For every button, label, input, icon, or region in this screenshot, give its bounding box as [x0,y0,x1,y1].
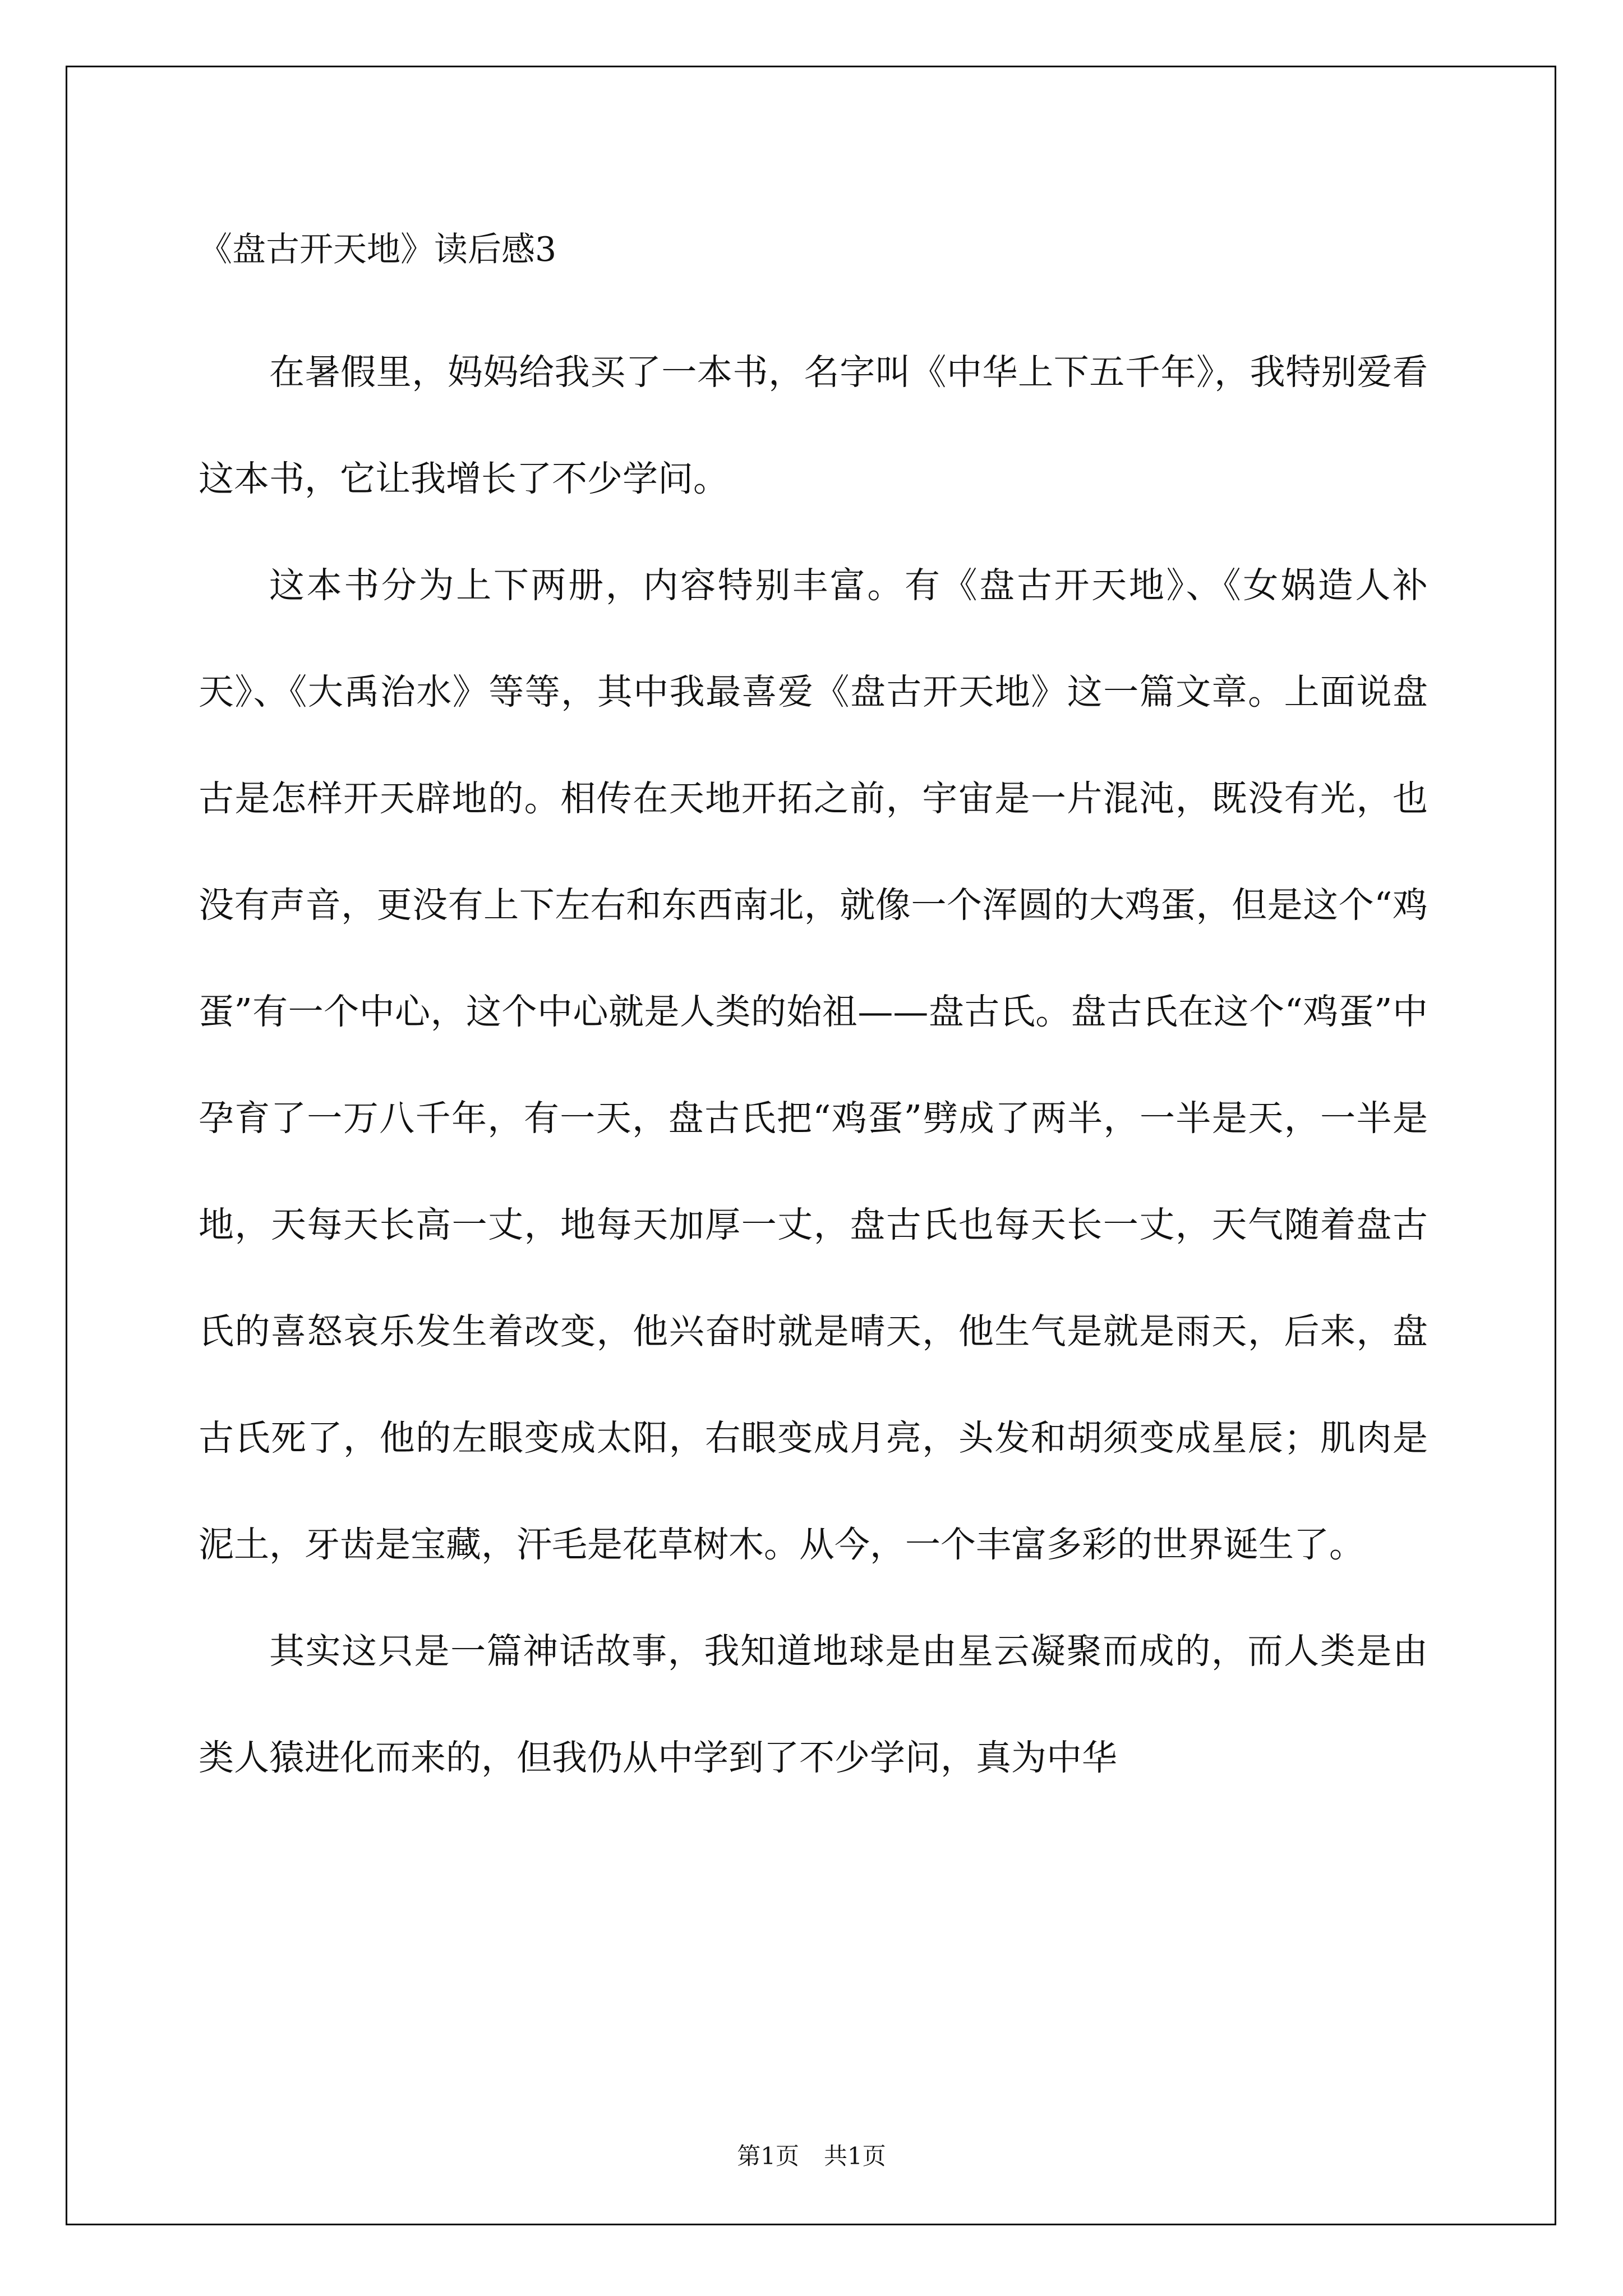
paragraph-2: 这本书分为上下两册，内容特别丰富。有《盘古开天地》、《女娲造人补天》、《大禹治水》等等，其中我最喜爱《盘古开天地》这一篇文章。上面说盘古是怎样开天辟地的。相传在天地开拓之前，宇宙是一片混沌，既没有光，也没有声音，更没有上下左右和东西南北，就像一个浑圆的大鸡蛋，但是这个“鸡蛋”有一个中心，这个中心就是人类的始祖——盘古氏。盘古氏在这个“鸡蛋”中孕育了一万八千年，有一天，盘古氏把“鸡蛋”劈成了两半，一半是天，一半是地，天每天长高一丈，地每天加厚一丈，盘古氏也每天长一丈，天气随着盘古氏的喜怒哀乐发生着改变，他兴奋时就是晴天，他生气是就是雨天，后来，盘古氏死了，他的左眼变成太阳，右眼变成月亮，头发和胡须变成星辰；肌肉是泥土，牙齿是宝藏，汗毛是花草树木。从今，一个丰富多彩的世界诞生了。 [199,565,1428,1565]
paragraph-1: 在暑假里，妈妈给我买了一本书，名字叫《中华上下五千年》，我特别爱看这本书，它让我增长了不少学问。 [199,352,1428,499]
document-body [199,319,1428,1811]
page-number: 第1页 [737,2142,799,2170]
paragraph-3: 其实这只是一篇神话故事，我知道地球是由星云凝聚而成的，而人类是由类人猿进化而来的，但我仍从中学到了不少学问，真为中华 [199,1631,1428,1778]
page-footer [0,2139,1623,2173]
page-total: 共1页 [824,2142,886,2170]
document-title: 《盘古开天地》读后感3 [199,230,557,269]
